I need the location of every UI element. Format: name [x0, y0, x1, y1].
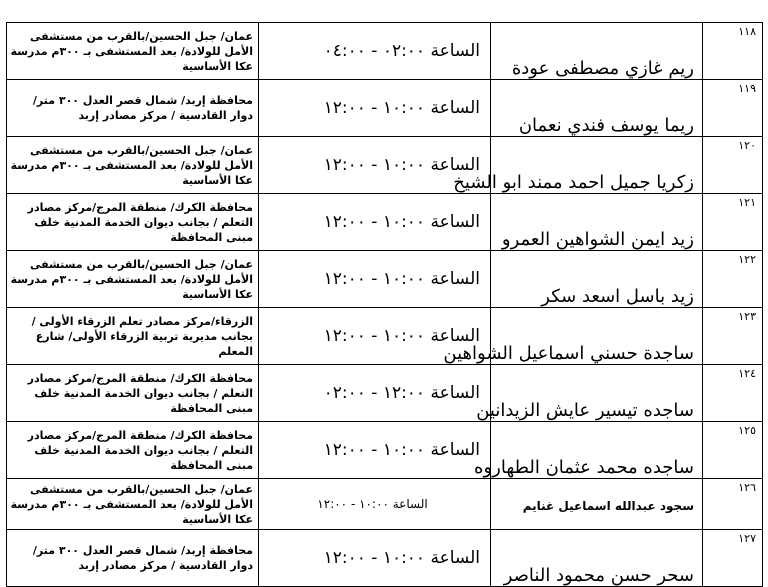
student-name: زيد ايمن الشواهين العمرو — [491, 194, 703, 251]
student-name: زكريا جميل احمد ممند ابو الشيخ — [491, 137, 703, 194]
student-name: زيد باسل اسعد سكر — [491, 251, 703, 308]
row-number: ١١٩ — [703, 80, 763, 137]
row-number: ١٢٠ — [703, 137, 763, 194]
exam-time: الساعة ٠٢:٠٠ - ٠٤:٠٠ — [259, 23, 491, 80]
exam-location: محافظة الكرك/ منطقة المرج/مركز مصادر التعلم / بجانب ديوان الخدمة المدنية خلف مبنى المحافظة — [7, 194, 259, 251]
table-row — [7, 23, 763, 80]
table-row — [7, 365, 763, 422]
exam-time: الساعة ١٠:٠٠ - ١٢:٠٠ — [259, 194, 491, 251]
exam-location: محافظة إربد/ شمال قصر العدل ٣٠٠ متر/ دوار القادسية / مركز مصادر إربد — [7, 80, 259, 137]
table-row — [7, 137, 763, 194]
student-name: ساجده محمد عثمان الطهاروه — [491, 422, 703, 479]
row-number: ١١٨ — [703, 23, 763, 80]
table-row — [7, 422, 763, 479]
table-row — [7, 530, 763, 587]
exam-time: الساعة ١٠:٠٠ - ١٢:٠٠ — [259, 80, 491, 137]
student-name: ساجدة حسني اسماعيل الشواهين — [491, 308, 703, 365]
exam-location: محافظة إربد/ شمال قصر العدل ٣٠٠ متر/ دوار القادسية / مركز مصادر إربد — [7, 530, 259, 587]
row-number: ١٢٣ — [703, 308, 763, 365]
row-number: ١٢٥ — [703, 422, 763, 479]
table-row — [7, 308, 763, 365]
exam-time: الساعة ١٠:٠٠ - ١٢:٠٠ — [259, 251, 491, 308]
exam-time: الساعة ١٢:٠٠ - ٠٢:٠٠ — [259, 365, 491, 422]
schedule-table — [6, 22, 763, 587]
exam-time: الساعة ١٠:٠٠ - ١٢:٠٠ — [259, 137, 491, 194]
exam-time: الساعة ١٠:٠٠ - ١٢:٠٠ — [259, 308, 491, 365]
student-name: ساجده تيسير عايش الزيدانين — [491, 365, 703, 422]
exam-location: محافظة الكرك/ منطقة المرج/مركز مصادر التعلم / بجانب ديوان الخدمة المدنية خلف مبنى المحافظة — [7, 422, 259, 479]
exam-time: الساعة ١٠:٠٠ - ١٢:٠٠ — [259, 422, 491, 479]
exam-location: عمان/ جبل الحسين/بالقرب من مستشفى الأمل للولادة/ بعد المستشفى بـ ٣٠٠م مدرسة عكا الأساسية — [7, 251, 259, 308]
table-row — [7, 80, 763, 137]
exam-location: الزرقاء/مركز مصادر تعلم الزرقاء الأولى /بجانب مديرية تربية الزرقاء الأولى/ شارع المعلم — [7, 308, 259, 365]
table-row — [7, 479, 763, 530]
exam-location: عمان/ جبل الحسين/بالقرب من مستشفى الأمل للولادة/ بعد المستشفى بـ ٣٠٠م مدرسة عكا الأساسية — [7, 137, 259, 194]
row-number: ١٢٢ — [703, 251, 763, 308]
exam-location: عمان/ جبل الحسين/بالقرب من مستشفى الأمل للولادة/ بعد المستشفى بـ ٣٠٠م مدرسة عكا الأساسية — [7, 479, 259, 530]
student-name: سحر حسن محمود الناصر — [491, 530, 703, 587]
student-name: ريم غازي مصطفى عودة — [491, 23, 703, 80]
exam-time: الساعة ١٠:٠٠ - ١٢:٠٠ — [259, 479, 491, 530]
exam-location: محافظة الكرك/ منطقة المرج/مركز مصادر التعلم / بجانب ديوان الخدمة المدنية خلف مبنى المحافظة — [7, 365, 259, 422]
student-name: سجود عبدالله اسماعيل غنايم — [491, 479, 703, 530]
row-number: ١٢٤ — [703, 365, 763, 422]
student-name: ريما يوسف فندي نعمان — [491, 80, 703, 137]
table-row — [7, 194, 763, 251]
exam-location: عمان/ جبل الحسين/بالقرب من مستشفى الأمل للولادة/ بعد المستشفى بـ ٣٠٠م مدرسة عكا الأساسية — [7, 23, 259, 80]
row-number: ١٢٦ — [703, 479, 763, 530]
exam-time: الساعة ١٠:٠٠ - ١٢:٠٠ — [259, 530, 491, 587]
row-number: ١٢١ — [703, 194, 763, 251]
row-number: ١٢٧ — [703, 530, 763, 587]
table-row — [7, 251, 763, 308]
